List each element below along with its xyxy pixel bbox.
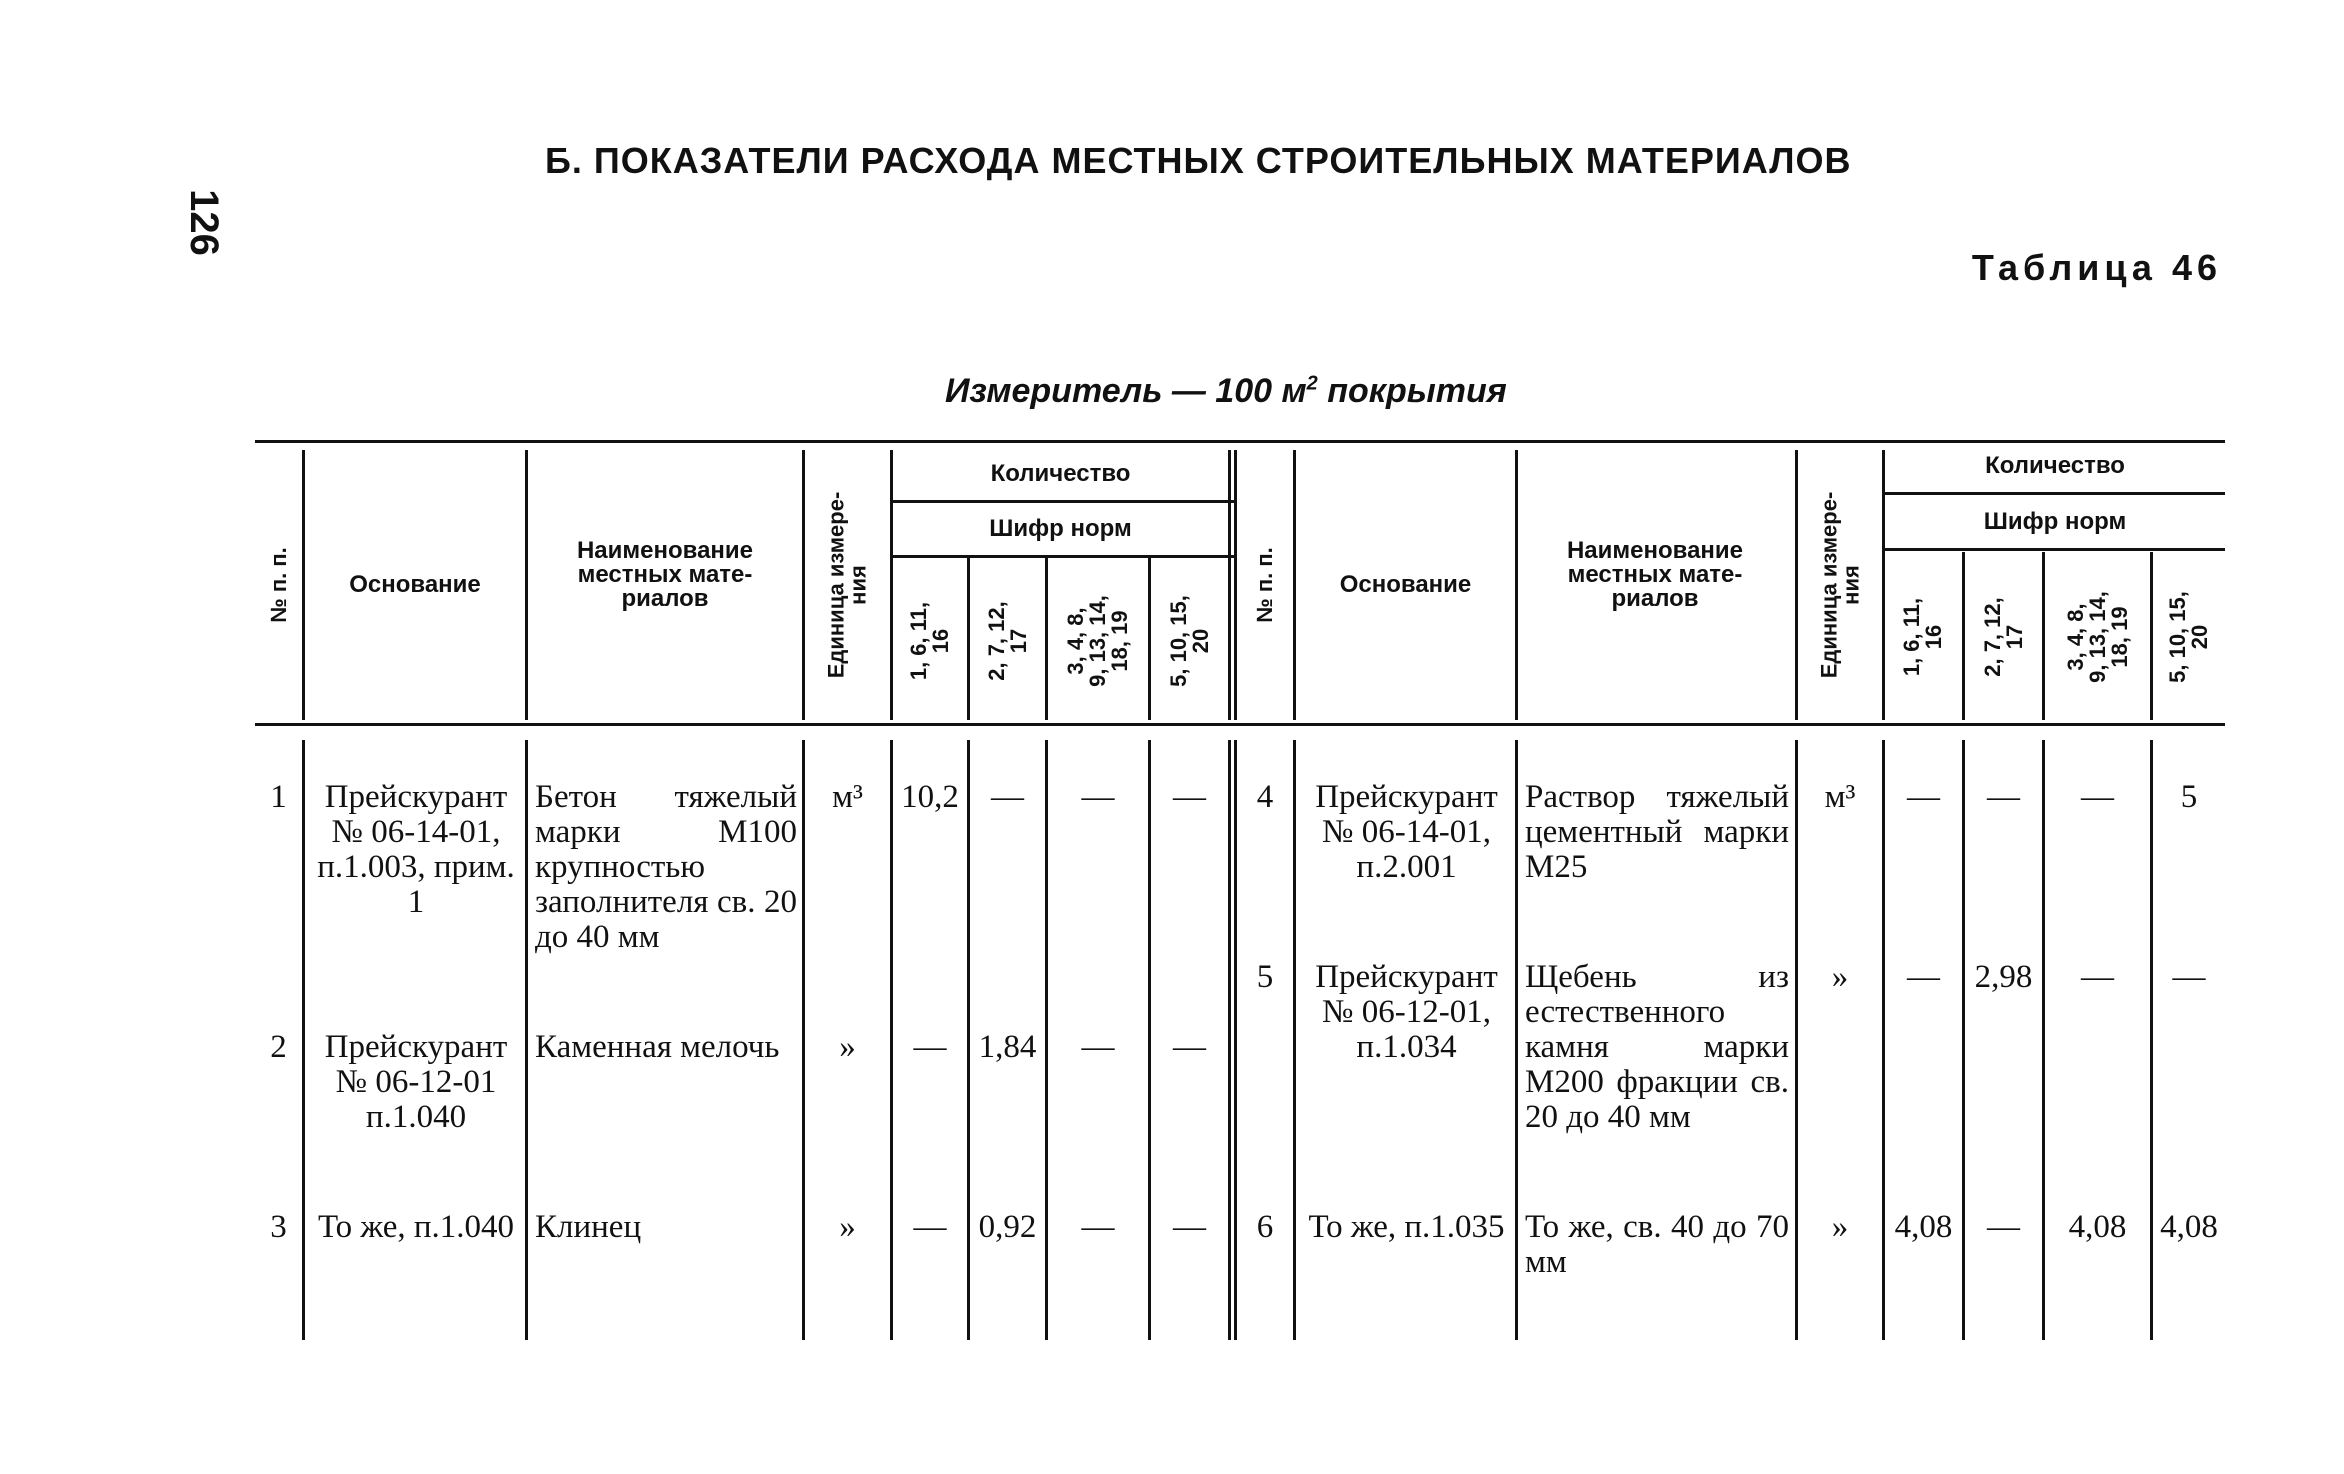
header-code-1: 1, 6, 11, 16 xyxy=(906,601,954,680)
header-bottom-rule xyxy=(255,723,2225,726)
measure-caption: Измеритель — 100 $м^2$ покрытия xyxy=(945,372,1507,410)
row-qty-4: — xyxy=(2172,959,2206,995)
header-code-right: Шифр норм xyxy=(1983,507,2127,535)
col-divider xyxy=(1515,450,1518,720)
section-heading: Б. ПОКАЗАТЕЛИ РАСХОДА МЕСТНЫХ СТРОИТЕЛЬНЫХ МАТЕРИАЛОВ xyxy=(545,140,1852,181)
row-qty-1: — xyxy=(1907,959,1940,995)
header-unit-right: Единица измере- ния xyxy=(1816,491,1864,679)
row-basis: Прейскурант № 06-14-01, п.2.001 xyxy=(1315,779,1498,885)
row-num: 6 xyxy=(1256,1209,1274,1245)
header-num: № п. п. xyxy=(265,547,291,623)
row-qty-3: — xyxy=(1081,1029,1115,1065)
row-qty-2: — xyxy=(1987,1209,2020,1245)
header-code-2: 2, 7, 12, 17 xyxy=(983,600,1031,681)
row-qty-1: — xyxy=(913,1209,947,1245)
header-material-right: Наименование местных мате-риалов xyxy=(1566,537,1744,612)
materials-table xyxy=(255,440,2225,1340)
row-qty-3: — xyxy=(2081,959,2114,995)
row-unit: » xyxy=(839,1029,856,1065)
row-material: Раствор тяжелый цементный марки М25 xyxy=(1525,779,1789,885)
row-qty-4: — xyxy=(1173,1029,1206,1065)
row-num: 4 xyxy=(1256,779,1274,815)
header-code-3: 3, 4, 8, 9, 13, 14, 18, 19 xyxy=(1063,594,1132,687)
row-num: 5 xyxy=(1256,959,1274,995)
header-num-right: № п. п. xyxy=(1252,547,1277,623)
col-divider xyxy=(2042,740,2045,1340)
row-qty-3: — xyxy=(1081,1209,1115,1245)
row-qty-2: 2,98 xyxy=(1974,959,2033,995)
row-unit: м³ xyxy=(1824,779,1856,815)
col-divider xyxy=(525,450,528,720)
row-qty-1: 4,08 xyxy=(1894,1209,1953,1245)
row-qty-3: — xyxy=(2081,779,2114,815)
row-unit: » xyxy=(1831,1209,1849,1245)
row-material: Щебень из естественного камня марки М200 фракции св. 20 до 40 мм xyxy=(1525,959,1789,1135)
header-basis: Основание xyxy=(349,571,481,598)
row-qty-4: — xyxy=(1173,1209,1206,1245)
header-unit: Единица измере- ния xyxy=(823,491,871,679)
row-material: Бетон тяжелый марки М100 крупностью заполнителя св. 20 до 40 мм xyxy=(535,779,797,955)
row-qty-1: 10,2 xyxy=(901,779,959,815)
col-divider xyxy=(1293,740,1296,1340)
header-code-right-4: 5, 10, 15, 20 xyxy=(2165,591,2212,683)
col-divider xyxy=(1228,740,1231,1340)
header-quantity: Количество xyxy=(990,460,1131,487)
row-material: Клинец xyxy=(535,1209,642,1245)
row-qty-2: — xyxy=(991,779,1024,815)
row-unit: » xyxy=(1831,959,1849,995)
row-num: 3 xyxy=(270,1209,287,1245)
row-material: Каменная мелочь xyxy=(535,1029,780,1065)
row-qty-2: 1,84 xyxy=(978,1029,1037,1065)
row-basis: Прейскурант № 06-14-01, п.1.003, прим. 1 xyxy=(317,779,515,920)
row-qty-2: — xyxy=(1987,779,2020,815)
header-code-right-2: 2, 7, 12, 17 xyxy=(1979,597,2027,677)
row-unit: » xyxy=(839,1209,856,1245)
row-num: 1 xyxy=(270,779,287,815)
header-basis-right: Основание xyxy=(1339,571,1472,598)
row-num: 2 xyxy=(270,1029,287,1065)
row-qty-1: — xyxy=(913,1029,947,1065)
header-code: Шифр норм xyxy=(989,515,1132,542)
col-divider xyxy=(1795,740,1798,1340)
row-basis: Прейскурант № 06-12-01, п.1.034 xyxy=(1315,959,1498,1065)
right-code-rule xyxy=(1882,548,2225,551)
header-code-right-3: 3, 4, 8, 9, 13, 14, 18, 19 xyxy=(2062,591,2132,683)
col-divider xyxy=(525,740,528,1340)
header-quantity-right: Количество xyxy=(1985,452,2125,479)
header-material: Наименование местных мате-риалов xyxy=(576,537,754,612)
row-basis: Прейскурант № 06-12-01 п.1.040 xyxy=(324,1029,508,1135)
row-qty-4: 4,08 xyxy=(2160,1209,2218,1245)
row-unit: м³ xyxy=(832,779,863,815)
row-qty-4: 5 xyxy=(2180,779,2198,815)
col-divider xyxy=(302,740,305,1340)
header-code-4: 5, 10, 15, 20 xyxy=(1165,594,1213,687)
col-divider xyxy=(1228,450,1231,720)
row-material: То же, св. 40 до 70 мм xyxy=(1525,1209,1789,1280)
col-divider xyxy=(2150,740,2153,1340)
row-qty-3: — xyxy=(1081,779,1115,815)
table-label: Таблица 46 xyxy=(1971,247,2222,288)
page-number: 126 xyxy=(181,189,226,256)
row-basis: То же, п.1.035 xyxy=(1308,1209,1505,1245)
col-divider xyxy=(1882,740,1885,1340)
col-divider xyxy=(1234,740,1237,1340)
row-qty-4: — xyxy=(1173,779,1206,815)
col-divider xyxy=(1515,740,1518,1340)
row-qty-3: 4,08 xyxy=(2068,1209,2127,1245)
col-divider xyxy=(1962,740,1965,1340)
row-qty-2: 0,92 xyxy=(978,1209,1037,1245)
header-code-right-1: 1, 6, 11, 16 xyxy=(1899,597,1947,677)
row-qty-1: — xyxy=(1907,779,1940,815)
row-basis: То же, п.1.040 xyxy=(317,1209,515,1245)
